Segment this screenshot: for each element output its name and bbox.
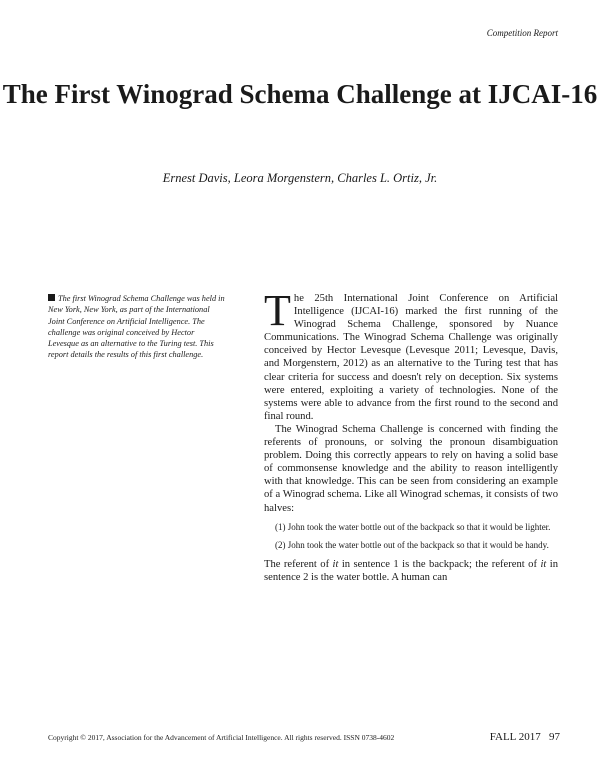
paragraph-3-text-b: in sentence 1 is the backpack; the referent of — [338, 558, 541, 570]
paragraph-3-text-c: in sentence 2 is the water bottle. A human can — [264, 558, 559, 583]
issue-and-page: FALL 2017 97 — [489, 731, 560, 743]
paragraph-1-text: he 25th International Joint Conference on Artificial Intelligence (IJCAI-16) marked the first running of the Winograd Schema Challenge, sponsored by Nuance Communications. The Winograd Schema Challenge was originally conceived by Hector Levesque (Levesque 2011; Levesque, Davis, and Morgenstern, 2012) as an alternative to the Turing test that has clear criteria for success and doesn't rely on deception. Six systems were entered, exploiting a variety of technologies. None of the systems were able to advance from the first round to the second and final round. — [264, 293, 558, 422]
drop-cap: T — [264, 286, 291, 335]
article-title: The First Winograd Schema Challenge at IJCAI-16 — [2, 79, 598, 109]
paragraph-3-text-a: The referent of — [264, 558, 333, 570]
section-label: Competition Report — [486, 28, 558, 38]
author-list: Ernest Davis, Leora Morgenstern, Charles L. Ortiz, Jr. — [162, 171, 438, 185]
paragraph-3 — [264, 558, 558, 584]
paragraph-1 — [264, 286, 558, 423]
abstract — [48, 293, 226, 361]
example-sentence-2: (2) John took the water bottle out of the backpack so that it would be handy. — [275, 540, 549, 551]
abstract-text: The first Winograd Schema Challenge was held in New York, New York, as part of the International Joint Conference on Artificial Intelligence. The challenge was original conceived by Hector Levesque as an alternative to the Turing test. This report details the results of this first challenge. — [48, 294, 225, 360]
paragraph-2: The Winograd Schema Challenge is concerned with finding the referents of pronouns, or solving the pronoun disambiguation problem. Doing this correctly appears to rely on having a solid base of commonsense knowledge and the ability to reason intelligently with that knowledge. This can be seen from considering an example of a Winograd schema. Like all Winograd schemas, it consists of two halves: — [264, 423, 558, 514]
example-sentence-1: (1) John took the water bottle out of the backpack so that it would be lighter. — [275, 521, 551, 532]
article-body — [264, 286, 559, 584]
pronoun-it-1: it — [332, 558, 339, 570]
copyright-notice: Copyright © 2017, Association for the Advancement of Artificial Intelligence. All rights reserved. ISSN 0738-4602 — [48, 733, 395, 742]
pronoun-it-2: it — [540, 558, 547, 570]
square-bullet-icon — [48, 294, 55, 301]
